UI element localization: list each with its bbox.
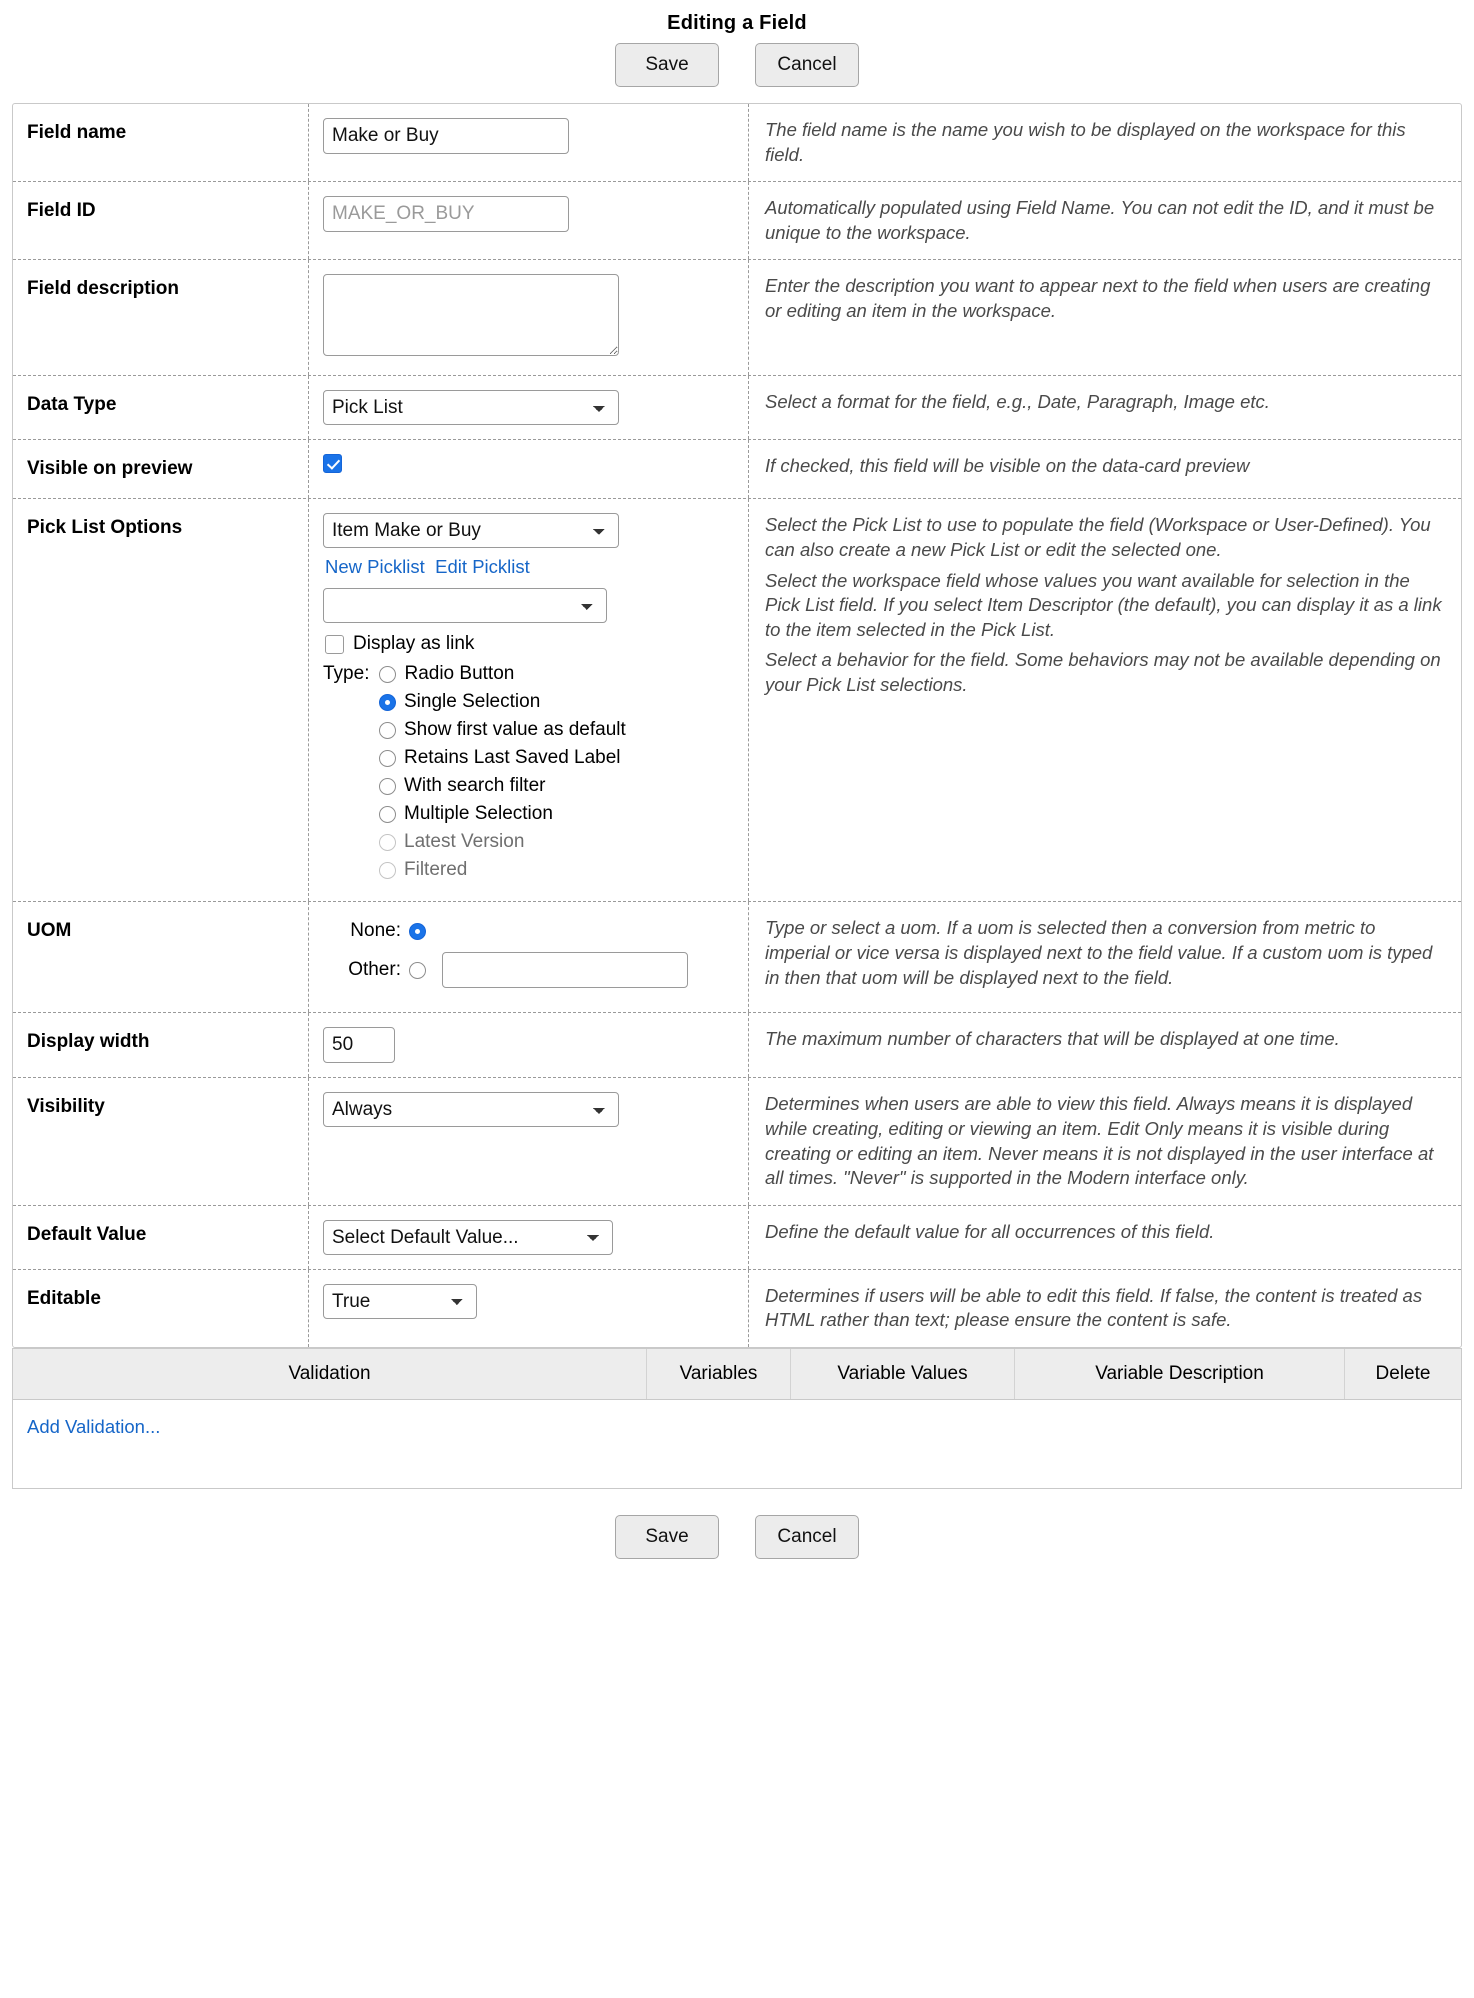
uom-other-row[interactable]	[323, 952, 736, 988]
type-option-latest-version	[379, 831, 736, 853]
visibility-help-text: Determines when users are able to view this field. Always means it is displayed while creating, editing or viewing an item. Edit Only means it is visible during creating or editing an item. Never means it is not displayed in the user interface at all times. "Never" is supported in the Modern interface only.	[765, 1093, 1434, 1189]
type-options-list	[379, 691, 736, 881]
type-option-single-selection[interactable]	[379, 691, 736, 713]
field-id-input-cell	[309, 182, 749, 259]
picklist-links	[325, 556, 736, 578]
pick-list-options-help	[749, 499, 1461, 901]
save-button-top[interactable]: Save	[615, 43, 719, 87]
field-description-help	[749, 260, 1461, 375]
editable-label: Editable	[13, 1270, 309, 1347]
pick-list-options-input-cell	[309, 499, 749, 901]
validation-column-variable-values: Variable Values	[791, 1349, 1015, 1399]
display-width-input[interactable]	[323, 1027, 395, 1063]
type-options-block	[323, 663, 736, 881]
row-field-name	[13, 104, 1461, 182]
validation-column-validation: Validation	[13, 1349, 647, 1399]
visibility-help	[749, 1078, 1461, 1204]
default-value-input-cell	[309, 1206, 749, 1269]
display-as-link-row	[325, 633, 736, 655]
data-type-help-text: Select a format for the field, e.g., Date, Paragraph, Image etc.	[765, 391, 1270, 413]
data-type-help	[749, 376, 1461, 439]
data-type-input-cell	[309, 376, 749, 439]
type-option-multiple-selection[interactable]	[379, 803, 736, 825]
visible-on-preview-help-text: If checked, this field will be visible on the data-card preview	[765, 455, 1250, 477]
row-display-width	[13, 1013, 1461, 1078]
validation-column-variables: Variables	[647, 1349, 791, 1399]
type-label-single-selection: Single Selection	[404, 691, 541, 713]
visibility-select[interactable]	[323, 1092, 619, 1127]
row-data-type	[13, 376, 1461, 440]
row-pick-list-options	[13, 499, 1461, 902]
editable-input-cell	[309, 1270, 749, 1347]
uom-other-label: Other:	[348, 959, 401, 981]
field-name-label: Field name	[13, 104, 309, 181]
display-width-help-text: The maximum number of characters that will be displayed at one time.	[765, 1028, 1340, 1050]
type-radio-show-first-value-as-default[interactable]	[379, 722, 396, 739]
type-radio-retains-last-saved-label[interactable]	[379, 750, 396, 767]
field-description-input-cell	[309, 260, 749, 375]
type-label-with-search-filter: With search filter	[404, 775, 546, 797]
display-as-link-checkbox[interactable]	[325, 635, 344, 654]
pick-list-options-help-text-1: Select the Pick List to use to populate the field (Workspace or User-Defined). You can also create a new Pick List or edit the selected one.	[765, 514, 1431, 560]
type-label-show-first-value-as-default: Show first value as default	[404, 719, 626, 741]
display-width-input-cell	[309, 1013, 749, 1077]
field-id-input[interactable]	[323, 196, 569, 232]
cancel-button-top[interactable]: Cancel	[755, 43, 859, 87]
row-default-value	[13, 1206, 1461, 1270]
editable-select[interactable]	[323, 1284, 477, 1319]
field-id-help	[749, 182, 1461, 259]
field-name-help	[749, 104, 1461, 181]
visible-on-preview-checkbox[interactable]	[323, 454, 342, 473]
field-id-help-text: Automatically populated using Field Name. You can not edit the ID, and it must be unique to the workspace.	[765, 197, 1435, 243]
type-option-retains-last-saved-label[interactable]	[379, 747, 736, 769]
row-editable	[13, 1270, 1461, 1347]
visible-on-preview-label: Visible on preview	[13, 440, 309, 498]
type-radio-latest-version	[379, 834, 396, 851]
default-value-select[interactable]	[323, 1220, 613, 1255]
uom-other-input[interactable]	[442, 952, 688, 988]
data-type-select[interactable]	[323, 390, 619, 425]
editable-help	[749, 1270, 1461, 1347]
bottom-button-row	[0, 1489, 1474, 1583]
field-form-table	[12, 103, 1462, 1348]
type-radio-with-search-filter[interactable]	[379, 778, 396, 795]
default-value-help-text: Define the default value for all occurrences of this field.	[765, 1220, 1215, 1242]
picklist-select[interactable]	[323, 513, 619, 548]
type-label-radio-button: Radio Button	[404, 663, 515, 685]
row-field-description	[13, 260, 1461, 376]
type-option-with-search-filter[interactable]	[379, 775, 736, 797]
type-radio-radio-button[interactable]	[379, 666, 396, 683]
row-visibility	[13, 1078, 1461, 1205]
visible-on-preview-input-cell	[309, 440, 749, 498]
default-value-label: Default Value	[13, 1206, 309, 1269]
cancel-button-bottom[interactable]: Cancel	[755, 1515, 859, 1559]
type-radio-filtered	[379, 862, 396, 879]
validation-table-header	[13, 1348, 1461, 1400]
uom-help-text: Type or select a uom. If a uom is selected then a conversion from metric to imperial or vice versa is displayed next to the field value. If a custom uom is typed in then that uom will be displayed next to the field.	[765, 917, 1433, 988]
validation-column-delete: Delete	[1375, 1362, 1431, 1384]
pick-list-options-help-text-2: Select the workspace field whose values you want available for selection in the Pick List field. If you select Item Descriptor (the default), you can display it as a link to the item selected in the Pick List.	[765, 569, 1442, 640]
type-label-latest-version: Latest Version	[404, 831, 525, 853]
data-type-label: Data Type	[13, 376, 309, 439]
type-option-show-first-value-as-default[interactable]	[379, 719, 736, 741]
top-button-row	[0, 43, 1474, 103]
field-name-input-cell	[309, 104, 749, 181]
type-option-radio-button[interactable]	[323, 663, 736, 685]
edit-picklist-link[interactable]: Edit Picklist	[435, 556, 530, 578]
uom-other-radio[interactable]	[409, 962, 426, 979]
default-value-help	[749, 1206, 1461, 1269]
row-field-id	[13, 182, 1461, 260]
row-visible-on-preview	[13, 440, 1461, 499]
uom-none-label: None:	[350, 920, 401, 942]
picklist-field-select[interactable]	[323, 588, 607, 623]
validation-column-variable-description: Variable Description	[1015, 1349, 1345, 1399]
type-radio-single-selection[interactable]	[379, 694, 396, 711]
new-picklist-link[interactable]: New Picklist	[325, 556, 425, 578]
editable-help-text: Determines if users will be able to edit this field. If false, the content is treated as HTML rather than text; please ensure the content is safe.	[765, 1284, 1423, 1331]
validation-table-body	[13, 1400, 1461, 1488]
field-description-help-text: Enter the description you want to appear next to the field when users are creating or editing an item in the workspace.	[765, 275, 1431, 321]
visibility-input-cell	[309, 1078, 749, 1204]
uom-help	[749, 902, 1461, 1012]
field-name-help-text: The field name is the name you wish to be displayed on the workspace for this field.	[765, 119, 1406, 165]
type-radio-multiple-selection[interactable]	[379, 806, 396, 823]
display-width-help	[749, 1013, 1461, 1077]
type-option-filtered	[379, 859, 736, 881]
page-title: Editing a Field	[667, 12, 807, 34]
field-name-input[interactable]	[323, 118, 569, 154]
type-label-retains-last-saved-label: Retains Last Saved Label	[404, 747, 621, 769]
display-as-link-label: Display as link	[353, 633, 475, 655]
row-uom	[13, 902, 1461, 1013]
uom-none-radio[interactable]	[409, 923, 426, 940]
uom-input-cell	[309, 902, 749, 1012]
uom-label: UOM	[13, 902, 309, 1012]
type-label-multiple-selection: Multiple Selection	[404, 803, 553, 825]
pick-list-options-help-text-3: Select a behavior for the field. Some behaviors may not be available depending on your Pick List selections.	[765, 649, 1441, 695]
field-description-label: Field description	[13, 260, 309, 375]
visibility-label: Visibility	[13, 1078, 309, 1204]
field-id-label: Field ID	[13, 182, 309, 259]
display-width-label: Display width	[13, 1013, 309, 1077]
type-label: Type:	[323, 663, 370, 685]
save-button-bottom[interactable]: Save	[615, 1515, 719, 1559]
validation-table	[12, 1348, 1462, 1489]
add-validation-link[interactable]: Add Validation...	[27, 1415, 161, 1437]
uom-none-row[interactable]	[323, 920, 736, 942]
pick-list-options-label: Pick List Options	[13, 499, 309, 901]
field-description-textarea[interactable]	[323, 274, 619, 356]
visible-on-preview-help	[749, 440, 1461, 498]
type-label-filtered: Filtered	[404, 859, 468, 881]
